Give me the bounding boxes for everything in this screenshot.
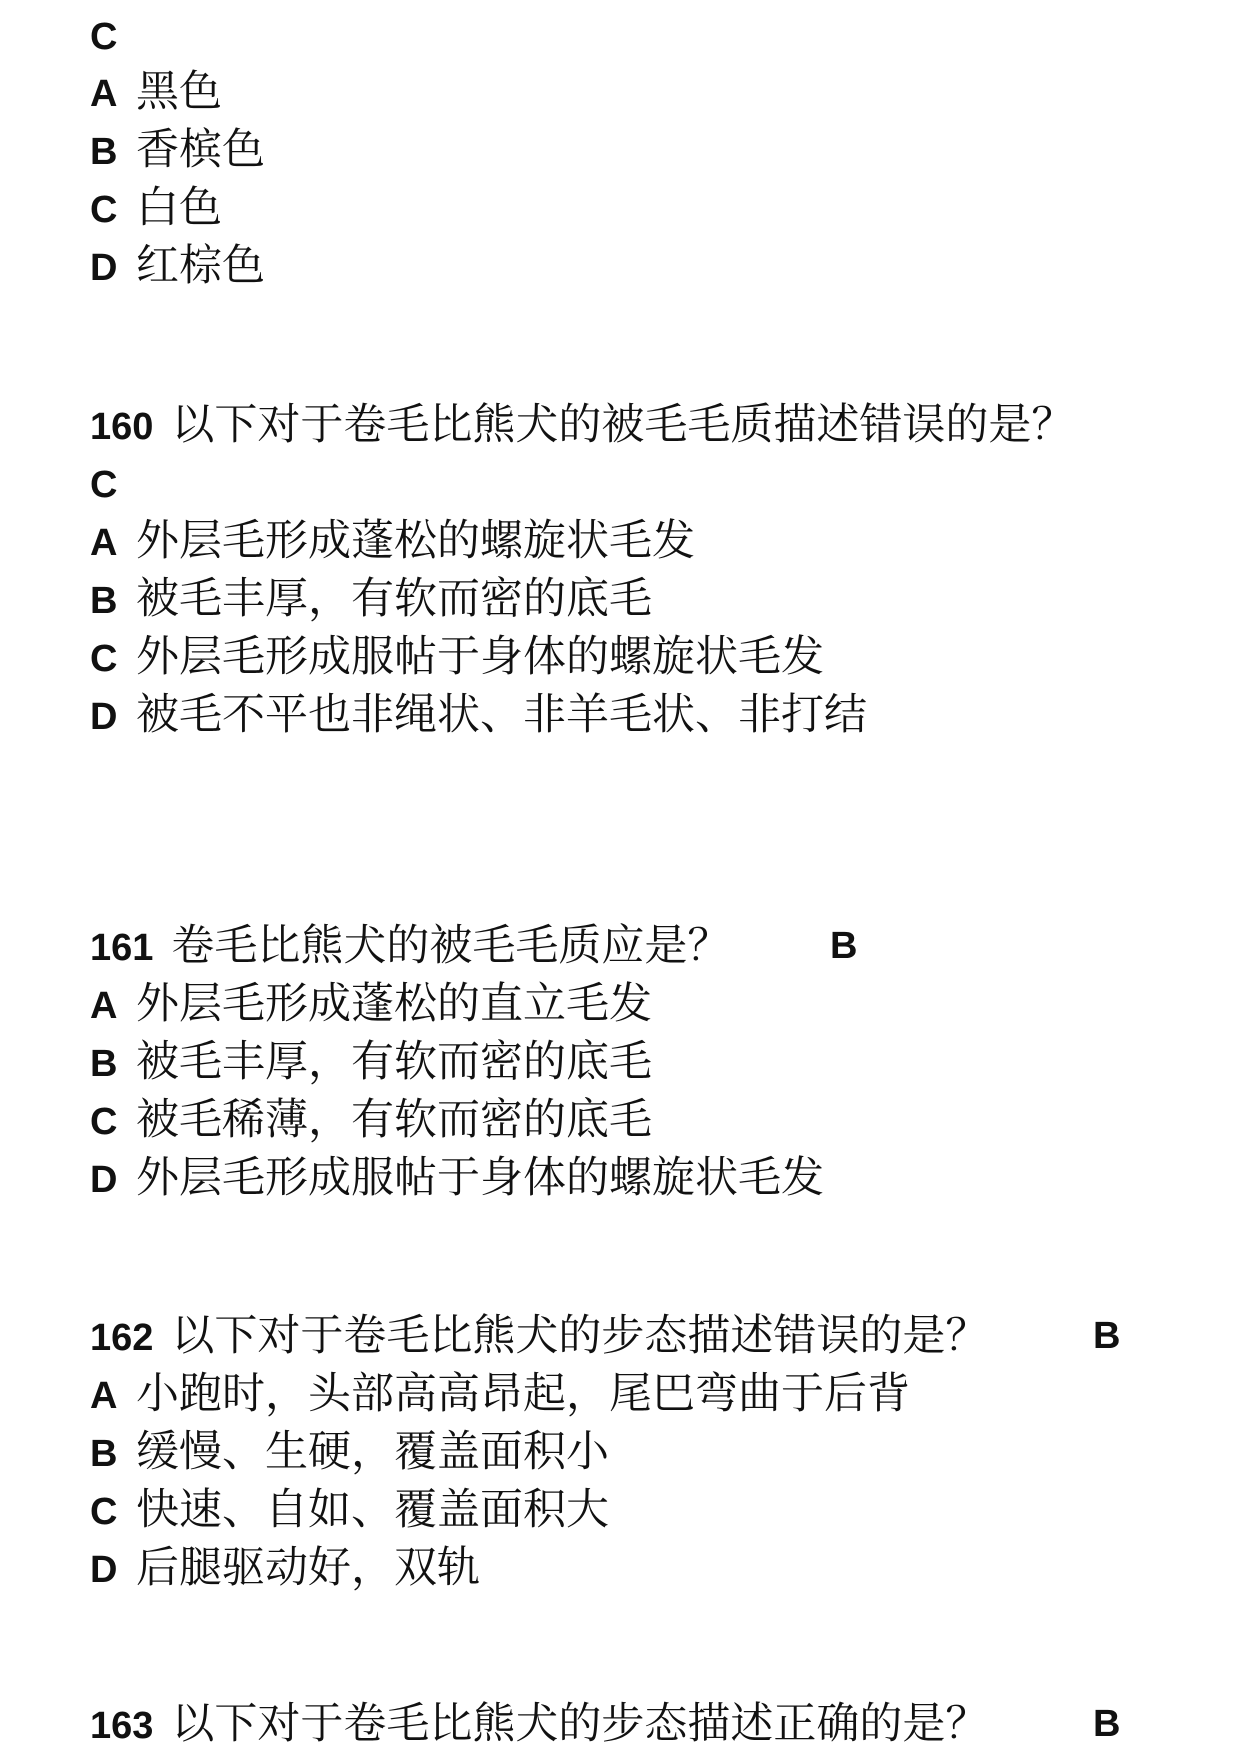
- q159-option-c: C 白色: [90, 183, 222, 233]
- q162-option-a: A 小跑时，头部高高昂起，尾巴弯曲于后背: [90, 1369, 910, 1419]
- q160-option-c: C 外层毛形成服帖于身体的螺旋状毛发: [90, 632, 824, 682]
- q162-answer: B: [1093, 1315, 1121, 1357]
- q161-option-d: D 外层毛形成服帖于身体的螺旋状毛发: [90, 1153, 824, 1203]
- q161-question: 161 卷毛比熊犬的被毛毛质应是？: [90, 921, 731, 971]
- q161-option-c: C 被毛稀薄，有软而密的底毛: [90, 1095, 652, 1145]
- q160-option-b: B 被毛丰厚，有软而密的底毛: [90, 574, 652, 624]
- q163-question: 163 以下对于卷毛比熊犬的步态描述正确的是？: [90, 1699, 989, 1749]
- q159-option-d: D 红棕色: [90, 241, 265, 291]
- q159-answer: C: [90, 16, 118, 58]
- q162-option-d: D 后腿驱动好，双轨: [90, 1543, 480, 1593]
- q160-answer: C: [90, 464, 118, 506]
- q161-answer: B: [830, 925, 858, 967]
- q163-answer: B: [1093, 1703, 1121, 1745]
- q162-option-b: B 缓慢、生硬，覆盖面积小: [90, 1427, 609, 1477]
- q159-option-b: B 香槟色: [90, 125, 265, 175]
- q160-option-a: A 外层毛形成蓬松的螺旋状毛发: [90, 516, 695, 566]
- q161-option-b: B 被毛丰厚，有软而密的底毛: [90, 1037, 652, 1087]
- q162-question: 162 以下对于卷毛比熊犬的步态描述错误的是？: [90, 1311, 989, 1361]
- q160-option-d: D 被毛不平也非绳状、非羊毛状、非打结: [90, 690, 867, 740]
- q162-option-c: C 快速、自如、覆盖面积大: [90, 1485, 609, 1535]
- q161-option-a: A 外层毛形成蓬松的直立毛发: [90, 979, 652, 1029]
- q160-question: 160 以下对于卷毛比熊犬的被毛毛质描述错误的是？: [90, 400, 1075, 450]
- q159-option-a: A 黑色: [90, 67, 222, 117]
